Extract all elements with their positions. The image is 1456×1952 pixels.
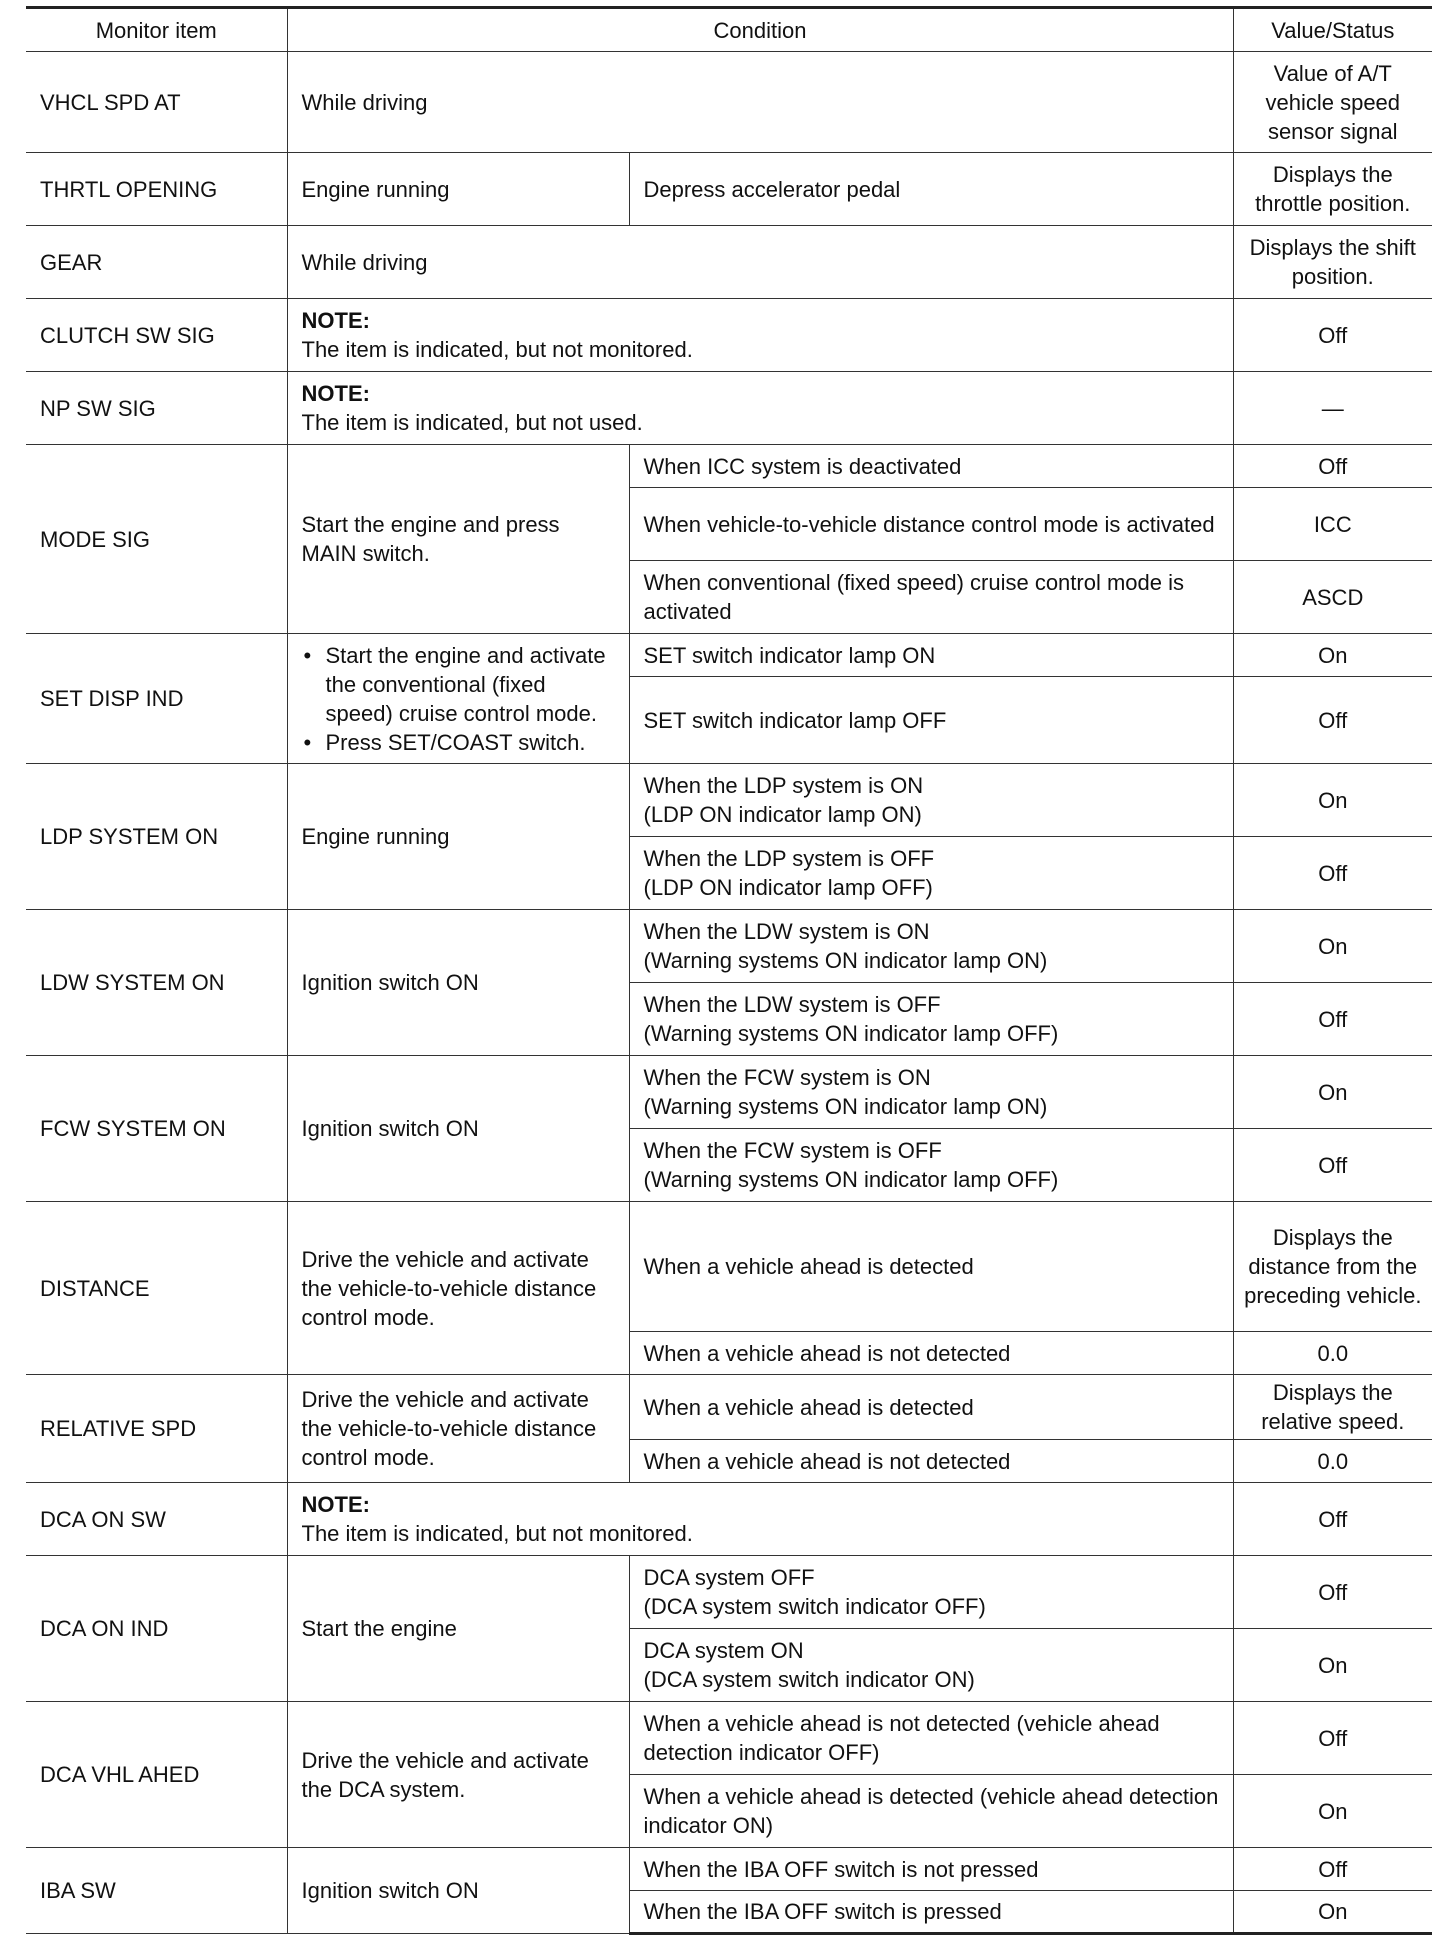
- note-label: NOTE:: [301, 1492, 370, 1517]
- value-cell: —: [1233, 372, 1432, 445]
- condition-detail-cell: When the IBA OFF switch is not pressed: [629, 1848, 1233, 1891]
- condition-detail-cell: When a vehicle ahead is detected (vehicle ahead detection indicator ON): [629, 1775, 1233, 1848]
- condition-detail-cell: [629, 910, 1233, 983]
- table-row: [26, 1702, 1432, 1775]
- condition-detail-cell: Depress accelerator pedal: [629, 153, 1233, 226]
- header-value-status: Value/Status: [1233, 8, 1432, 52]
- note-label: NOTE:: [301, 381, 370, 406]
- detail-line: When the FCW system is ON: [643, 1065, 931, 1090]
- monitor-item-cell: DCA VHL AHED: [26, 1702, 287, 1848]
- value-cell: On: [1233, 634, 1432, 677]
- monitor-item-cell: IBA SW: [26, 1848, 287, 1934]
- condition-cell: Engine running: [287, 764, 629, 910]
- condition-bullet-list: [302, 641, 615, 757]
- detail-line: When the LDW system is OFF: [643, 992, 941, 1017]
- table-row: [26, 226, 1432, 299]
- table-row: [26, 634, 1432, 677]
- condition-detail-cell: When a vehicle ahead is detected: [629, 1375, 1233, 1440]
- detail-line: When the FCW system is OFF: [643, 1138, 942, 1163]
- value-cell: Off: [1233, 1848, 1432, 1891]
- condition-detail-cell: [629, 764, 1233, 837]
- value-cell: Displays the distance from the preceding vehicle.: [1233, 1202, 1432, 1332]
- condition-cell: Drive the vehicle and activate the vehicle-to-vehicle distance control mode.: [287, 1375, 629, 1483]
- value-cell: ASCD: [1233, 561, 1432, 634]
- detail-line: DCA system ON: [643, 1638, 804, 1663]
- detail-line: (Warning systems ON indicator lamp ON): [643, 1094, 1048, 1119]
- value-cell: Value of A/T vehicle speed sensor signal: [1233, 52, 1432, 153]
- detail-line: (LDP ON indicator lamp ON): [643, 802, 922, 827]
- detail-line: DCA system OFF: [643, 1565, 815, 1590]
- header-condition: Condition: [287, 8, 1233, 52]
- table-row: [26, 52, 1432, 153]
- detail-line: (Warning systems ON indicator lamp OFF): [643, 1167, 1059, 1192]
- value-cell: Off: [1233, 983, 1432, 1056]
- value-cell: Displays the shift position.: [1233, 226, 1432, 299]
- value-cell: Off: [1233, 837, 1432, 910]
- condition-detail-cell: When a vehicle ahead is detected: [629, 1202, 1233, 1332]
- condition-detail-cell: When a vehicle ahead is not detected: [629, 1440, 1233, 1483]
- value-cell: On: [1233, 1056, 1432, 1129]
- value-cell: Displays the throttle position.: [1233, 153, 1432, 226]
- value-cell: On: [1233, 1891, 1432, 1934]
- detail-line: (Warning systems ON indicator lamp ON): [643, 948, 1048, 973]
- table-row: [26, 1483, 1432, 1556]
- value-cell: Off: [1233, 1702, 1432, 1775]
- condition-detail-cell: [629, 837, 1233, 910]
- monitor-item-table: [26, 6, 1432, 1935]
- value-cell: 0.0: [1233, 1440, 1432, 1483]
- condition-detail-cell: [629, 1129, 1233, 1202]
- detail-line: (DCA system switch indicator ON): [643, 1667, 975, 1692]
- note-cell: [287, 1483, 1233, 1556]
- monitor-item-cell: LDP SYSTEM ON: [26, 764, 287, 910]
- table-row: [26, 910, 1432, 983]
- table-header-row: [26, 8, 1432, 52]
- condition-detail-cell: [629, 1056, 1233, 1129]
- detail-line: When the LDW system is ON: [643, 919, 930, 944]
- header-monitor-item: Monitor item: [26, 8, 287, 52]
- note-text: The item is indicated, but not monitored.: [301, 337, 693, 362]
- monitor-item-cell: DCA ON SW: [26, 1483, 287, 1556]
- table-row: [26, 764, 1432, 837]
- table-row: [26, 299, 1432, 372]
- value-cell: Off: [1233, 299, 1432, 372]
- value-cell: Off: [1233, 1129, 1432, 1202]
- condition-cell: Start the engine and press MAIN switch.: [287, 445, 629, 634]
- condition-detail-cell: SET switch indicator lamp OFF: [629, 677, 1233, 764]
- condition-cell: Ignition switch ON: [287, 1848, 629, 1934]
- condition-detail-cell: When ICC system is deactivated: [629, 445, 1233, 488]
- table-row: [26, 1848, 1432, 1891]
- table-row: [26, 1202, 1432, 1332]
- note-label: NOTE:: [301, 308, 370, 333]
- condition-cell: Ignition switch ON: [287, 910, 629, 1056]
- condition-detail-cell: SET switch indicator lamp ON: [629, 634, 1233, 677]
- value-cell: Off: [1233, 677, 1432, 764]
- value-cell: Off: [1233, 1556, 1432, 1629]
- condition-cell: Drive the vehicle and activate the DCA system.: [287, 1702, 629, 1848]
- monitor-item-cell: DISTANCE: [26, 1202, 287, 1375]
- condition-detail-cell: When a vehicle ahead is not detected: [629, 1332, 1233, 1375]
- condition-cell: Engine running: [287, 153, 629, 226]
- table-row: [26, 1056, 1432, 1129]
- monitor-item-cell: CLUTCH SW SIG: [26, 299, 287, 372]
- monitor-item-cell: NP SW SIG: [26, 372, 287, 445]
- monitor-item-cell: RELATIVE SPD: [26, 1375, 287, 1483]
- monitor-item-cell: SET DISP IND: [26, 634, 287, 764]
- value-cell: On: [1233, 1775, 1432, 1848]
- value-cell: On: [1233, 764, 1432, 837]
- condition-detail-cell: When the IBA OFF switch is pressed: [629, 1891, 1233, 1934]
- detail-line: When the LDP system is OFF: [643, 846, 935, 871]
- note-cell: [287, 299, 1233, 372]
- table-row: [26, 1556, 1432, 1629]
- condition-cell: [287, 634, 629, 764]
- detail-line: When the LDP system is ON: [643, 773, 924, 798]
- condition-detail-cell: When conventional (fixed speed) cruise control mode is activated: [629, 561, 1233, 634]
- document-page: [26, 6, 1432, 1952]
- monitor-item-cell: FCW SYSTEM ON: [26, 1056, 287, 1202]
- monitor-item-cell: LDW SYSTEM ON: [26, 910, 287, 1056]
- table-row: [26, 372, 1432, 445]
- value-cell: On: [1233, 1629, 1432, 1702]
- value-cell: On: [1233, 910, 1432, 983]
- monitor-item-cell: VHCL SPD AT: [26, 52, 287, 153]
- condition-bullet: • Start the engine and activate the conventional (fixed speed) cruise control mode.: [302, 641, 615, 728]
- detail-line: (DCA system switch indicator OFF): [643, 1594, 986, 1619]
- condition-detail-cell: [629, 1556, 1233, 1629]
- value-cell: Displays the relative speed.: [1233, 1375, 1432, 1440]
- table-row: [26, 1375, 1432, 1440]
- value-cell: Off: [1233, 1483, 1432, 1556]
- condition-cell: Start the engine: [287, 1556, 629, 1702]
- condition-cell: Ignition switch ON: [287, 1056, 629, 1202]
- value-cell: ICC: [1233, 488, 1432, 561]
- condition-cell: Drive the vehicle and activate the vehicle-to-vehicle distance control mode.: [287, 1202, 629, 1375]
- condition-cell: While driving: [287, 226, 1233, 299]
- monitor-item-cell: DCA ON IND: [26, 1556, 287, 1702]
- note-cell: [287, 372, 1233, 445]
- note-text: The item is indicated, but not used.: [301, 410, 643, 435]
- condition-detail-cell: [629, 1629, 1233, 1702]
- monitor-item-cell: GEAR: [26, 226, 287, 299]
- note-text: The item is indicated, but not monitored.: [301, 1521, 693, 1546]
- detail-line: (LDP ON indicator lamp OFF): [643, 875, 933, 900]
- table-row: [26, 153, 1432, 226]
- condition-cell: While driving: [287, 52, 1233, 153]
- value-cell: 0.0: [1233, 1332, 1432, 1375]
- condition-detail-cell: When a vehicle ahead is not detected (vehicle ahead detection indicator OFF): [629, 1702, 1233, 1775]
- condition-detail-cell: [629, 983, 1233, 1056]
- value-cell: Off: [1233, 445, 1432, 488]
- condition-bullet: • Press SET/COAST switch.: [302, 728, 615, 757]
- condition-detail-cell: When vehicle-to-vehicle distance control mode is activated: [629, 488, 1233, 561]
- monitor-item-cell: MODE SIG: [26, 445, 287, 634]
- table-row: [26, 445, 1432, 488]
- monitor-item-cell: THRTL OPENING: [26, 153, 287, 226]
- detail-line: (Warning systems ON indicator lamp OFF): [643, 1021, 1059, 1046]
